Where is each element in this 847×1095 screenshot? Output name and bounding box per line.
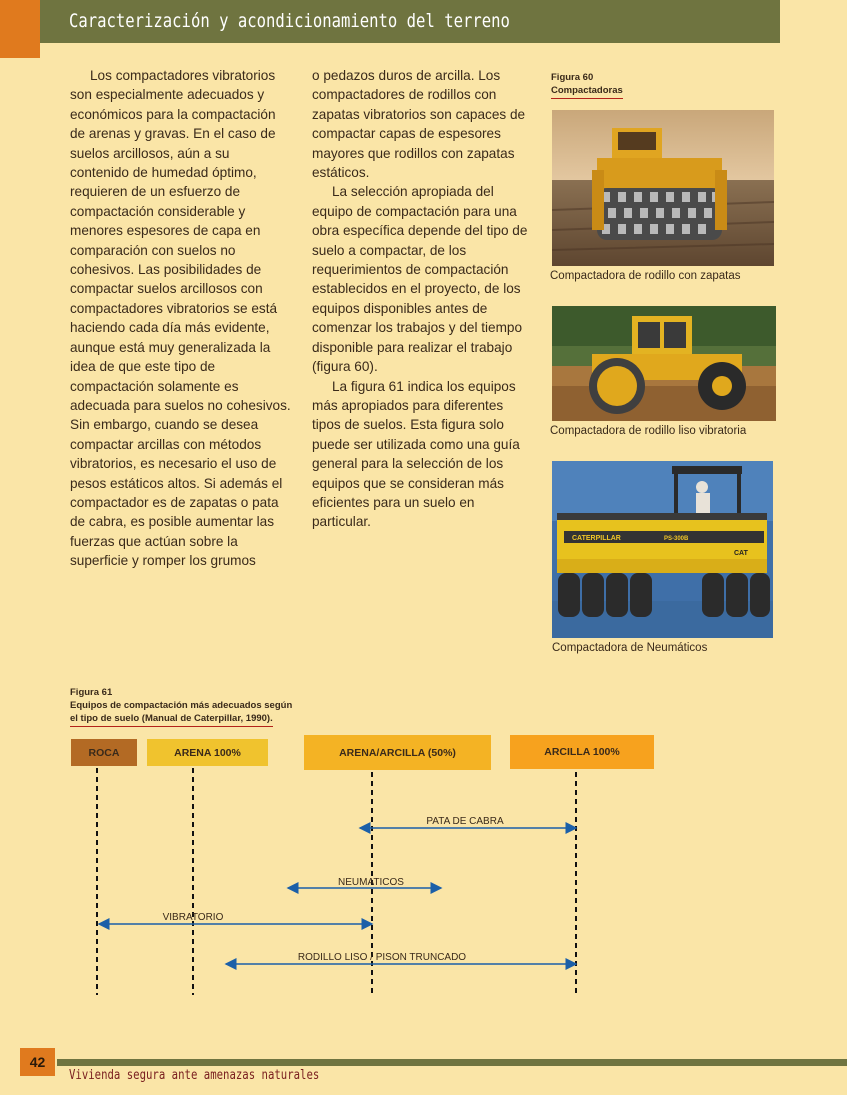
page-title: Caracterización y acondicionamiento del terreno [69, 10, 510, 32]
paragraph: La figura 61 indica los equipos más apropiados para diferentes tipos de suelos. Esta figura solo puede ser utilizada como una guía general para la selección de los equipos que se consideran más eficientes para un suelo en particular. [312, 378, 520, 530]
soil-box-arena-arcilla: ARENA/ARCILLA (50%) [304, 735, 491, 770]
photo-brand-text: CATERPILLAR [572, 535, 621, 542]
caption-padfoot-roller: Compactadora de rodillo con zapatas [550, 270, 741, 282]
photo-model-text: PS-300B [664, 536, 689, 542]
figure-61-label: Figura 61 Equipos de compactación más adecuados según el tipo de suelo (Manual de Caterpillar, 1990). [70, 686, 292, 727]
paragraph: Los compactadores vibratorios son especialmente adecuados y económicos para la compactación de arenas y gravas. En el caso de suelos arcillosos, aún a su contenido de humedad óptimo, requieren de un esfuerzo de compactación considerable y menores espesores de capa en comparación con suelos no cohesivos. Las posibilidades de compactar suelos arcillosos con compactadores vibratorios se está haciendo cada día más evidente, aunque está muy generalizada la idea de que este tipo de compactación solamente es adecuada para suelos no cohesivos. Sin embargo, cuando se desea compactar arcillas con métodos vibratorios, es necesario el uso de pesos estáticos altos. Si además el compactador es de zapatas o pata de cabra, es posible aumentar las fuerzas que actúan sobre la superficie y romper los grumos [70, 68, 291, 569]
footer-bar [57, 1059, 847, 1066]
photo-badge-text: CAT [734, 550, 748, 557]
label-pata-de-cabra: PATA DE CABRA [426, 816, 504, 827]
paragraph: La selección apropiada del equipo de compactación para una obra específica depende del tipo de suelo a compactar, de los requerimientos de compactación establecidos en el proyecto, de los equipos disponibles antes de comenzar los trabajos y del tiempo disponible para realizar el trabajo (figura 60). [312, 184, 528, 375]
soil-box-arena: ARENA 100% [147, 739, 268, 766]
caption-smooth-drum-roller: Compactadora de rodillo liso vibratoria [550, 425, 747, 437]
figure-60-label: Figura 60 Compactadoras [551, 71, 623, 99]
figure-60-title: Compactadoras [551, 84, 623, 99]
paragraph: o pedazos duros de arcilla. Los compactadores de rodillos con zapatas vibratorios son capaces de compactar capas de espesores mayores que rodillos con zapatas estáticos. [312, 68, 526, 181]
soil-box-roca: ROCA [71, 739, 137, 766]
soil-box-arcilla: ARCILLA 100% [510, 735, 654, 769]
label-rodillo-liso: RODILLO LISO / PISON TRUNCADO [297, 952, 467, 963]
figure-61-title: Equipos de compactación más adecuados según [70, 700, 293, 711]
page-number: 42 [20, 1048, 55, 1076]
footer-title: Vivienda segura ante amenazas naturales [69, 1068, 320, 1083]
label-vibratorio: VIBRATORIO [162, 912, 224, 923]
label-neumaticos: NEUMATICOS [338, 877, 404, 888]
caption-pneumatic-roller: Compactadora de Neumáticos [552, 642, 708, 654]
